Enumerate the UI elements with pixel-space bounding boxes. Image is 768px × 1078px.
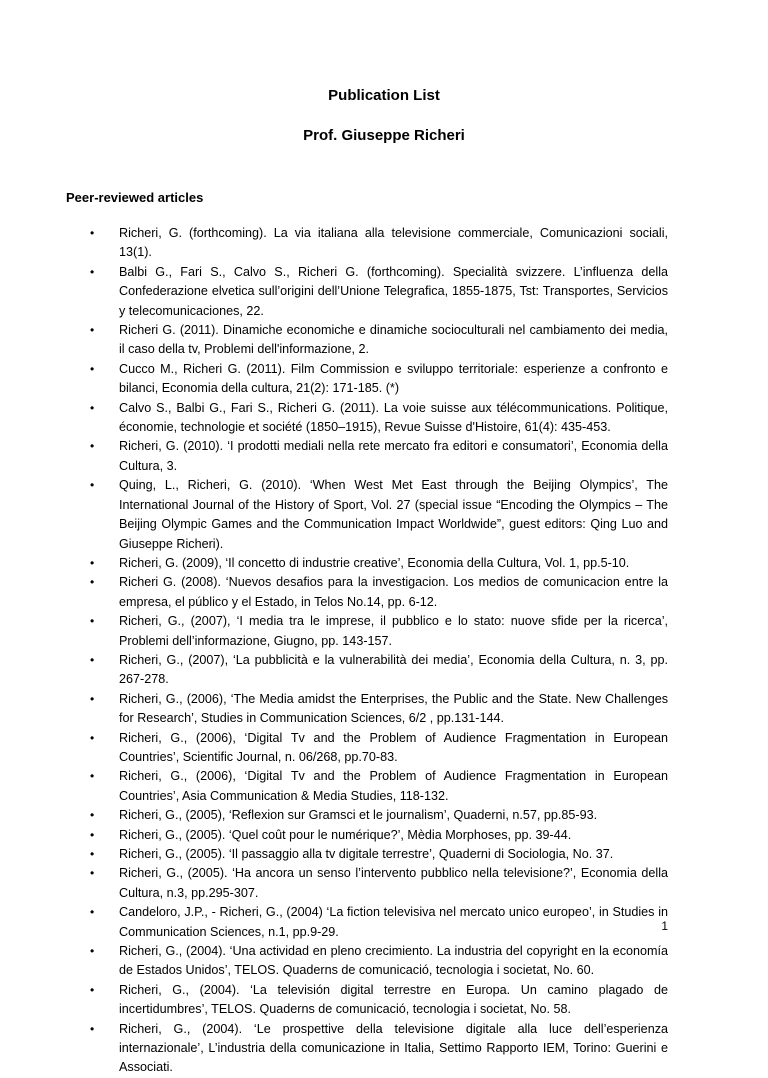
section-heading: Peer-reviewed articles — [66, 190, 204, 205]
list-item: • Richeri, G., (2004). ‘Le prospettive della televisione digitale alla luce dell’esperienza internazionale’, L’industria della comunicazione in Italia, Settimo Rapporto IEM, Torino: Guerini e Associati. — [0, 1020, 768, 1078]
author-name: Prof. Giuseppe Richeri — [303, 127, 465, 144]
list-item: • Balbi G., Fari S., Calvo S., Richeri G. (forthcoming). Specialità svizzere. L’influenza della Confederazione elvetica sull’origini dell’Unione Telegrafica, 1855-1875, Tst: Transportes, Servicios y telecomunicaciones, 22. — [0, 263, 768, 321]
list-item: • Richeri, G., (2007), ‘I media tra le imprese, il pubblico e lo stato: nuove sfide per la ricerca’, Problemi dell’informazione, Giugno, pp. 143-157. — [0, 612, 768, 651]
page-number: 1 — [661, 919, 668, 933]
list-item: • Cucco M., Richeri G. (2011). Film Commission e sviluppo territoriale: esperienze a confronto e bilanci, Economia della cultura, 21(2): 171-185. (*) — [0, 360, 768, 399]
list-item: • Richeri, G., (2007), ‘La pubblicità e la vulnerabilità dei media’, Economia della Cultura, n. 3, pp. 267-278. — [0, 651, 768, 690]
list-item: • Richeri, G. (2010). ‘I prodotti mediali nella rete mercato fra editori e consumatori’, Economia della Cultura, 3. — [0, 437, 768, 476]
list-item: • Richeri, G., (2006), ‘The Media amidst the Enterprises, the Public and the State. New Challenges for Research’, Studies in Communication Sciences, 6/2 , pp.131-144. — [0, 690, 768, 729]
list-item: • Richeri, G., (2005). ‘Ha ancora un senso l’intervento pubblico nella televisione?’, Economia della Cultura, n.3, pp.295-307. — [0, 864, 768, 903]
list-item: • Richeri, G., (2006), ‘Digital Tv and the Problem of Audience Fragmentation in European Countries’, Scientific Journal, n. 06/268, pp.70-83. — [0, 729, 768, 768]
list-item: • Richeri, G., (2004). ‘Una actividad en pleno crecimiento. La industria del copyright en la economía de Estados Unidos’, TELOS. Quaderns de comunicació, tecnologia i societat, No. 60. — [0, 942, 768, 981]
list-item: • Richeri G. (2008). ‘Nuevos desafios para la investigacion. Los medios de comunicacion entre la empresa, el público y el Estado, in Telos No.14, pp. 6-12. — [0, 573, 768, 612]
page-title: Publication List — [328, 87, 440, 104]
list-item: • Quing, L., Richeri, G. (2010). ‘When West Met East through the Beijing Olympics’, The International Journal of the History of Sport, Vol. 27 (special issue “Encoding the Olympics – The Beijing Olympic Games and the Communication Impact Worldwide”, guest editors: Qing Luo and Giuseppe Richeri). — [0, 476, 768, 554]
list-item: • Calvo S., Balbi G., Fari S., Richeri G. (2011). La voie suisse aux télécommunications. Politique, économie, technologie et société (1850–1915), Revue Suisse d'Histoire, 61(4): 435-453. — [0, 399, 768, 438]
list-item: • Richeri, G., (2004). ‘La televisión digital terrestre en Europa. Un camino plagado de incertidumbres’, TELOS. Quaderns de comunicació, tecnologia i societat, No. 58. — [0, 981, 768, 1020]
list-item: • Candeloro, J.P., - Richeri, G., (2004) ‘La fiction televisiva nel mercato unico europeo’, in Studies in Communication Sciences, n.1, pp.9-29. — [0, 903, 768, 942]
list-item: • Richeri, G., (2006), ‘Digital Tv and the Problem of Audience Fragmentation in European Countries’, Asia Communication & Media Studies, 118-132. — [0, 767, 768, 806]
list-item: • Richeri, G., (2005), ‘Reflexion sur Gramsci et le journalism’, Quaderni, n.57, pp.85-93. — [0, 806, 768, 825]
list-item: • Richeri, G. (2009), ‘Il concetto di industrie creative’, Economia della Cultura, Vol. 1, pp.5-10. — [0, 554, 768, 573]
list-item: • Richeri, G. (forthcoming). La via italiana alla televisione commerciale, Comunicazioni sociali, 13(1). — [0, 224, 768, 263]
list-item: • Richeri G. (2011). Dinamiche economiche e dinamiche socioculturali nel cambiamento dei media, il caso della tv, Problemi dell'informazione, 2. — [0, 321, 768, 360]
list-item: • Richeri, G., (2005). ‘Il passaggio alla tv digitale terrestre’, Quaderni di Sociologia, No. 37. — [0, 845, 768, 864]
list-item: • Richeri, G., (2005). ‘Quel coût pour le numérique?’, Mèdia Morphoses, pp. 39-44. — [0, 826, 768, 845]
publication-list — [0, 224, 768, 1078]
